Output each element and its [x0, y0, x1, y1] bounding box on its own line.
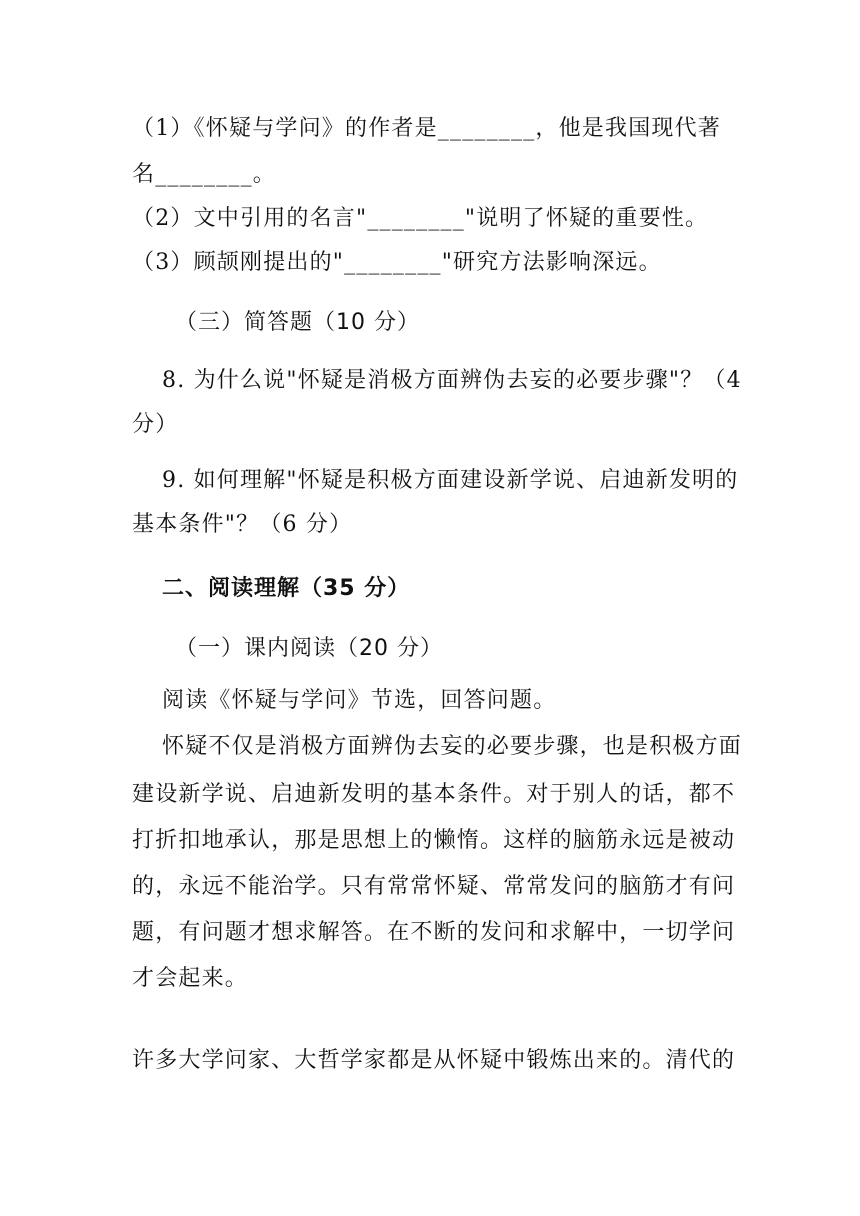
fill-question-1-line1: （1）《怀疑与学问》的作者是________，他是我国现代著: [132, 116, 721, 141]
short-answer-section-title: （三）简答题（10 分）: [175, 310, 420, 335]
fill-question-1-line2: 名________。: [132, 162, 277, 187]
passage-line: 才会起来。: [132, 966, 249, 991]
fill-question-3: （3）顾颉刚提出的"________"研究方法影响深远。: [132, 250, 662, 275]
question-9-line2: 基本条件"？（6 分）: [132, 512, 353, 537]
reading-instruction: 阅读《怀疑与学问》节选，回答问题。: [162, 688, 557, 713]
question-9-line1: 9. 如何理解"怀疑是积极方面建设新学说、启迪新发明的: [162, 468, 739, 493]
passage-line: 建设新学说、启迪新发明的基本条件。对于别人的话，都不: [132, 782, 736, 807]
passage-2-line1: 许多大学问家、大哲学家都是从怀疑中锻炼出来的。清代的: [132, 1048, 736, 1073]
passage-line: 打折扣地承认，那是思想上的懒惰。这样的脑筋永远是被动: [132, 828, 736, 853]
question-8-line2: 分）: [132, 412, 179, 437]
passage-line: 的，永远不能治学。只有常常怀疑、常常发问的脑筋才有问: [132, 874, 736, 899]
fill-question-2: （2）文中引用的名言"________"说明了怀疑的重要性。: [132, 206, 709, 231]
reading-subsection-title: （一）课内阅读（20 分）: [175, 636, 443, 661]
passage-line: 题，有问题才想求解答。在不断的发问和求解中，一切学问: [132, 920, 736, 945]
question-8-line1: 8. 为什么说"怀疑是消极方面辨伪去妄的必要步骤"？（4: [162, 368, 742, 393]
passage-line: 怀疑不仅是消极方面辨伪去妄的必要步骤，也是积极方面: [162, 734, 743, 759]
reading-section-title: 二、阅读理解（35 分）: [162, 576, 411, 601]
